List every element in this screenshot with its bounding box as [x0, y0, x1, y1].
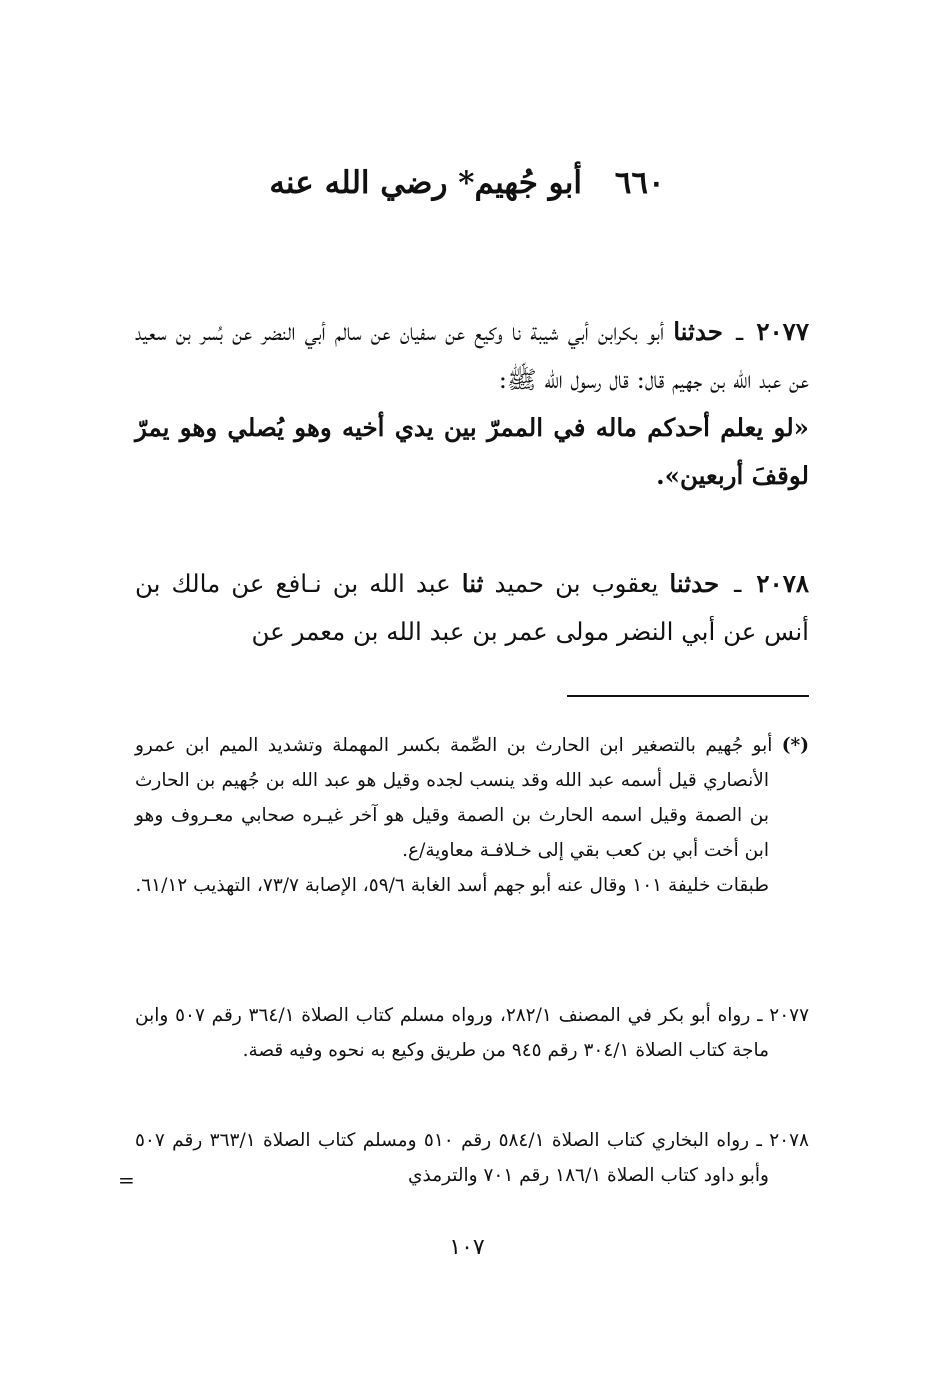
- footnote-marker: ٢٠٧٧ ـ: [757, 1005, 810, 1026]
- footnote-star: [135, 728, 809, 903]
- hadith-dash: ـ: [734, 569, 742, 598]
- footnote-text: أبو جُهيم بالتصغير ابن الحارث بن الصِّمة بكسر المهملة وتشديد الميم ابن عمرو الأنصاري قيل أسمه عبد الله وقد ينسب لجده وقيل هو عبد الله بن جُهيم بن الحارث بن الصمة وقيل اسمه الحارث بن الصمة وقيل هو آخر غيـره صحابي معـروف وهو ابن أخت أبي بن كعب بقي إلى خـلافـة معاوية/ع.: [135, 735, 773, 861]
- footnote-2077: [135, 998, 809, 1068]
- footnote-2078-body: [135, 1123, 809, 1193]
- hadith-dash: ـ: [736, 317, 744, 346]
- footnote-sources: طبقات خليفة ١٠١ وقال عنه أبو جهم أسد الغابة ٥٩/٦، الإصابة ٧٣/٧، التهذيب ٦١/١٢.: [135, 875, 769, 896]
- hadith-quote: «لو يعلم أحدكم ماله في الممرّ بين يدي أخيه وهو يُصلي وهو يمرّ لوقفَ أربعين».: [135, 413, 809, 490]
- hadith-verb: حدثنا: [673, 317, 723, 346]
- footnote-2078: [135, 1123, 809, 1193]
- footnote-text: رواه البخاري كتاب الصلاة ٥٨٤/١ رقم ٥١٠ ومسلم كتاب الصلاة ٣٦٣/١ رقم ٥٠٧ وأبو داود كتاب الصلاة ١٨٦/١ رقم ٧٠١ والترمذي: [135, 1130, 769, 1186]
- footnote-marker: (*): [781, 735, 809, 756]
- footnote-biography: [135, 728, 809, 868]
- hadith-number: ٢٠٧٨: [756, 569, 810, 598]
- footnote-text: رواه أبو بكر في المصنف ٢٨٢/١، ورواه مسلم كتاب الصلاة ٣٦٤/١ رقم ٥٠٧ وابن ماجة كتاب الصلاة ٣٠٤/١ رقم ٩٤٥ من طريق وكيع به نحوه وفيه قصة.: [135, 1005, 769, 1061]
- hadith-verb: حدثنا: [669, 569, 720, 598]
- chapter-title: أبو جُهيم* رضي الله عنه: [269, 165, 582, 201]
- chapter-number: ٦٦٠: [614, 165, 665, 201]
- chapter-heading: [0, 165, 934, 201]
- page-number: ١٠٧: [449, 1235, 485, 1260]
- hadith-2078: [135, 560, 809, 656]
- continuation-mark: =: [118, 1168, 135, 1192]
- hadith-chain-part-1: يعقوب بن حميد: [494, 569, 659, 598]
- hadith-chain-part-2: عبد الله بن نـافع عن مالك بن أنس عن أبي النضر مولى عمر بن عبد الله بن معمر عن: [135, 569, 809, 646]
- hadith-verb-2: ثنا: [461, 569, 484, 598]
- hadith-chain: أبو بكرابن أبي شيبة نا وكيع عن سفيان عن سالم أبي النضر عن بُسر بن سعيد عن عبد الله بن جهيم قال: قال رسول الله ﷺ:: [135, 317, 809, 394]
- hadith-number: ٢٠٧٧: [756, 317, 809, 346]
- hadith-2077: [135, 308, 809, 500]
- footnote-2077-body: [135, 998, 809, 1068]
- footnote-marker: ٢٠٧٨ ـ: [756, 1130, 809, 1151]
- footnote-separator: [567, 695, 809, 697]
